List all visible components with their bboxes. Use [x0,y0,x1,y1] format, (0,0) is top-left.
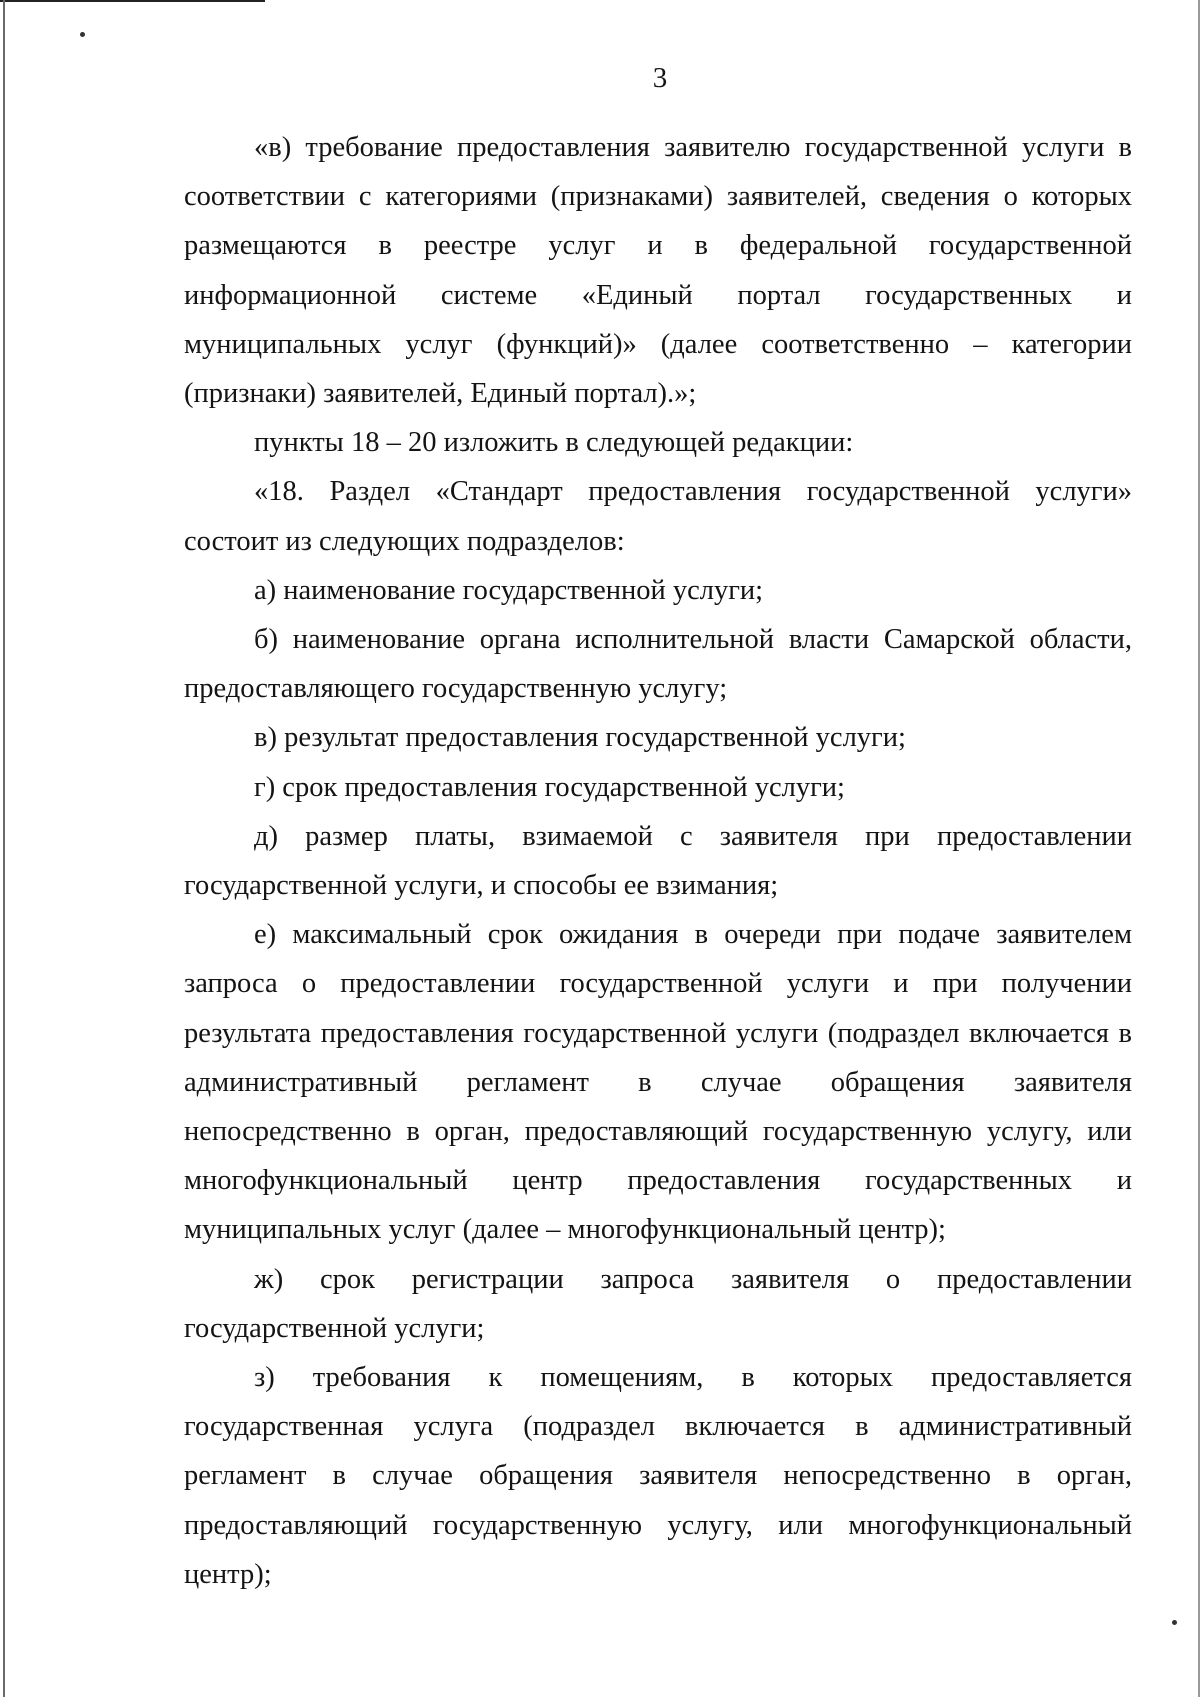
paragraph: г) срок предоставления государственной услуги; [254,771,845,803]
paragraph: ж) срок регистрации запроса заявителя о предоставлении государственной услуги; [184,1263,1132,1344]
paragraph: пункты 18 – 20 изложить в следующей редакции: [254,427,854,459]
page-number: 3 [652,62,668,94]
paragraph: «в) требование предоставления заявителю государственной услуги в соответствии с категориями (признаками) заявителей, сведения о которых размещаются в реестре услуг и в федеральной государственной информационной системе «Единый портал государственных и муниципальных услуг (функций)» (далее соответственно – категории (признаки) заявителей, Единый портал).»; [184,132,1132,410]
paragraph: «18. Раздел «Стандарт предоставления государственной услуги» состоит из следующих подразделов: [184,476,1132,557]
paragraph: в) результат предоставления государственной услуги; [254,722,906,754]
paragraph: б) наименование органа исполнительной власти Самарской области, предоставляющего государственную услугу; [184,624,1132,705]
paragraph: з) требования к помещениям, в которых предоставляется государственная услуга (подраздел включается в административный регламент в случае обращения заявителя непосредственно в орган, предоставляющий государственную услугу, или многофункциональный центр); [184,1362,1132,1590]
scan-speck [1172,1620,1177,1625]
paragraph: д) размер платы, взимаемой с заявителя при предоставлении государственной услуги, и способы ее взимания; [184,820,1132,902]
paragraph: а) наименование государственной услуги; [254,574,764,606]
scan-edge-left [3,0,5,1697]
scan-speck [80,32,85,37]
paragraph: е) максимальный срок ожидания в очереди при подаче заявителем запроса о предоставлении государственной услуги и при получении результата предоставления государственной услуги (подраздел включается в административный регламент в случае обращения заявителя непосредственно в орган, предоставляющий государственную услугу, или многофункциональный центр предоставления государственных и муниципальных услуг (далее – многофункциональный центр); [184,919,1132,1246]
scan-edge-top [0,0,265,2]
document-body [184,123,1132,1599]
